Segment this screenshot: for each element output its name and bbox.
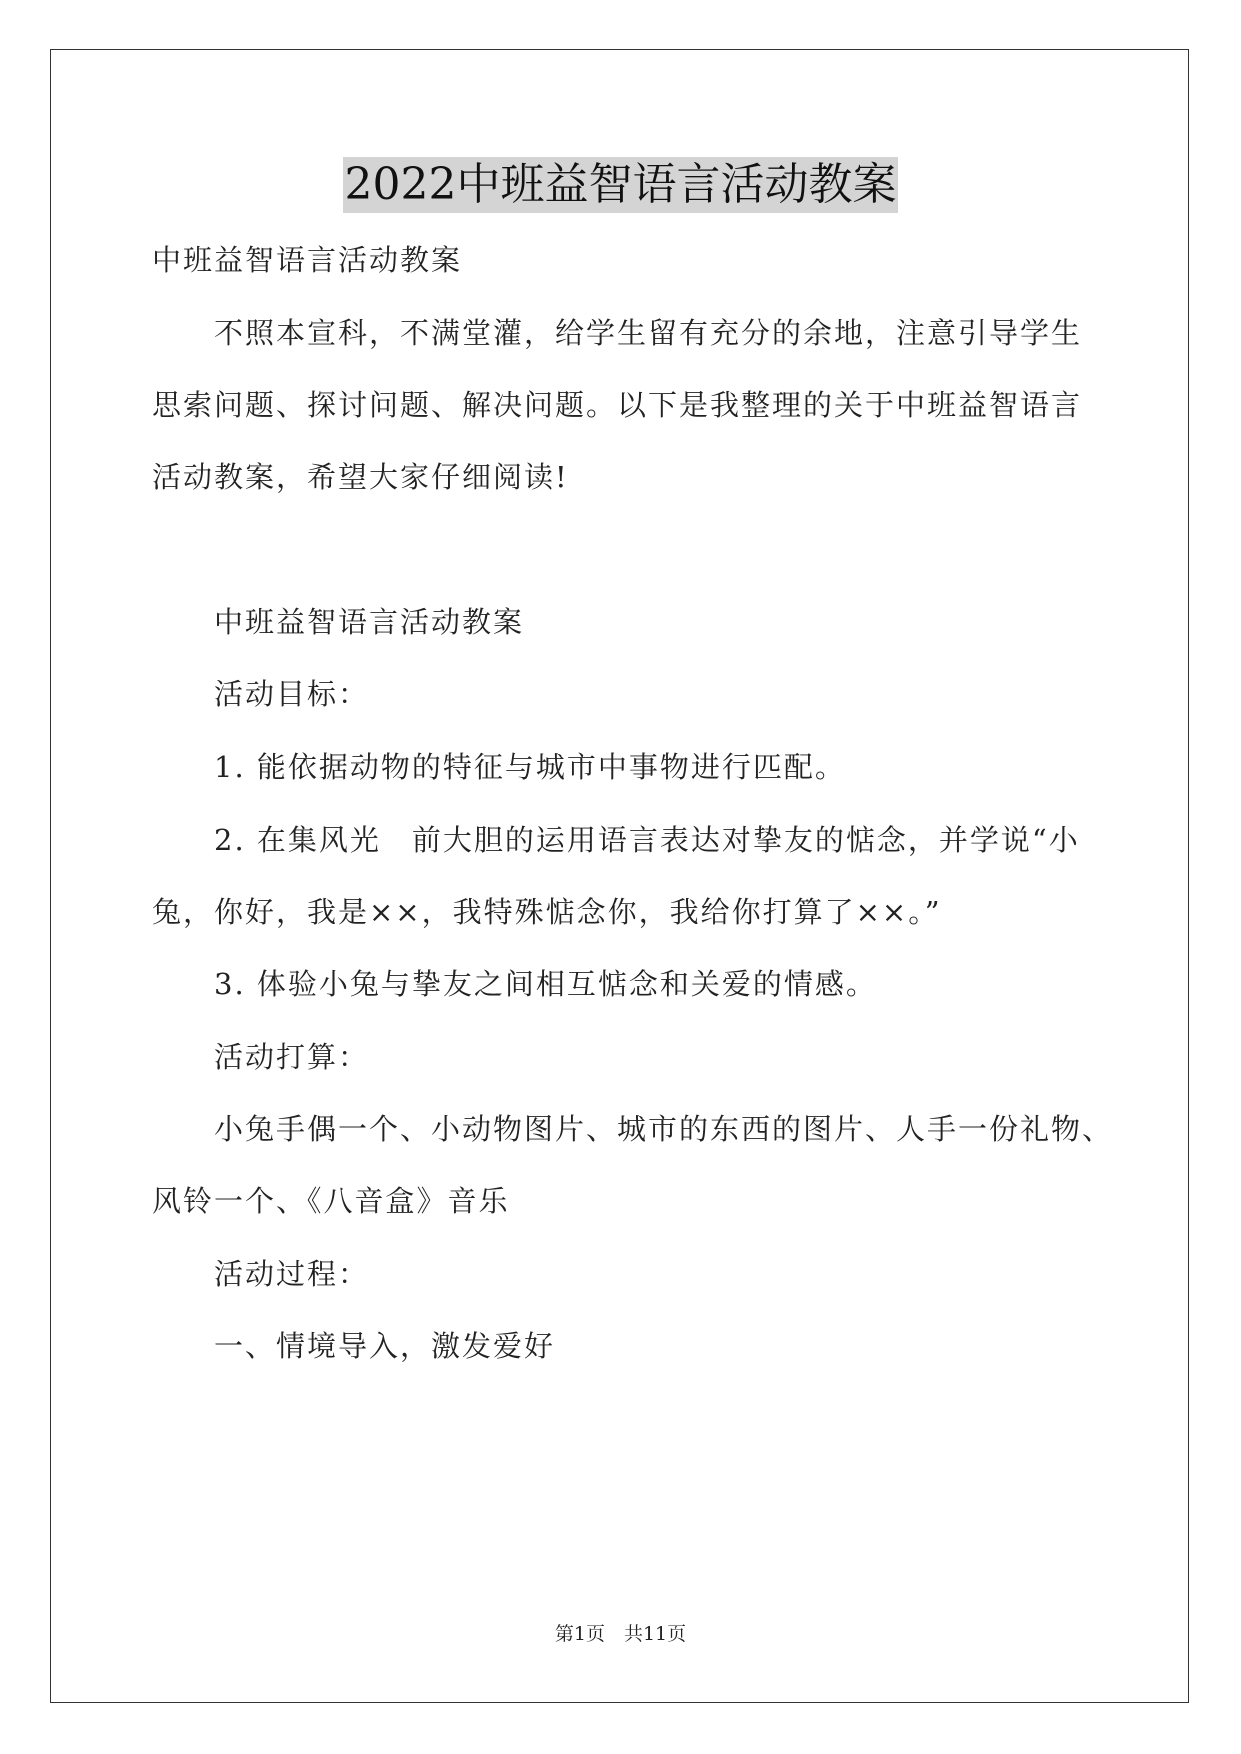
text-line: 思索问题、探讨问题、解决问题。以下是我整理的关于中班益智语言 [152, 388, 1083, 422]
text-line: 小兔手偶一个、小动物图片、城市的东西的图片、人手一份礼物、 [214, 1112, 1114, 1146]
text-line: 活动打算： [214, 1040, 370, 1074]
document-title-text: 2022中班益智语言活动教案 [343, 157, 899, 213]
page-footer: 第1页 共11页 [554, 1623, 687, 1645]
text-line: 1. 能依据动物的特征与城市中事物进行匹配。 [214, 750, 846, 784]
page-border [50, 49, 1189, 1703]
text-line: 兔，你好，我是××，我特殊惦念你，我给你打算了××。” [152, 895, 942, 929]
text-line: 中班益智语言活动教案 [214, 605, 525, 639]
text-line: 活动目标： [214, 677, 370, 711]
text-line: 2. 在集风光 前大胆的运用语言表达对挚友的惦念，并学说“小 [214, 823, 1080, 857]
text-line: 3. 体验小兔与挚友之间相互惦念和关爱的情感。 [214, 967, 877, 1001]
text-line: 中班益智语言活动教案 [152, 243, 463, 277]
text-line: 活动过程： [214, 1257, 370, 1291]
document-title [0, 157, 1241, 213]
text-line: 活动教案，希望大家仔细阅读! [152, 460, 569, 494]
text-line: 不照本宣科，不满堂灌，给学生留有充分的余地，注意引导学生 [214, 316, 1083, 350]
text-line: 一、情境导入，激发爱好 [214, 1329, 556, 1363]
text-line: 风铃一个、《八音盒》音乐 [152, 1184, 510, 1218]
